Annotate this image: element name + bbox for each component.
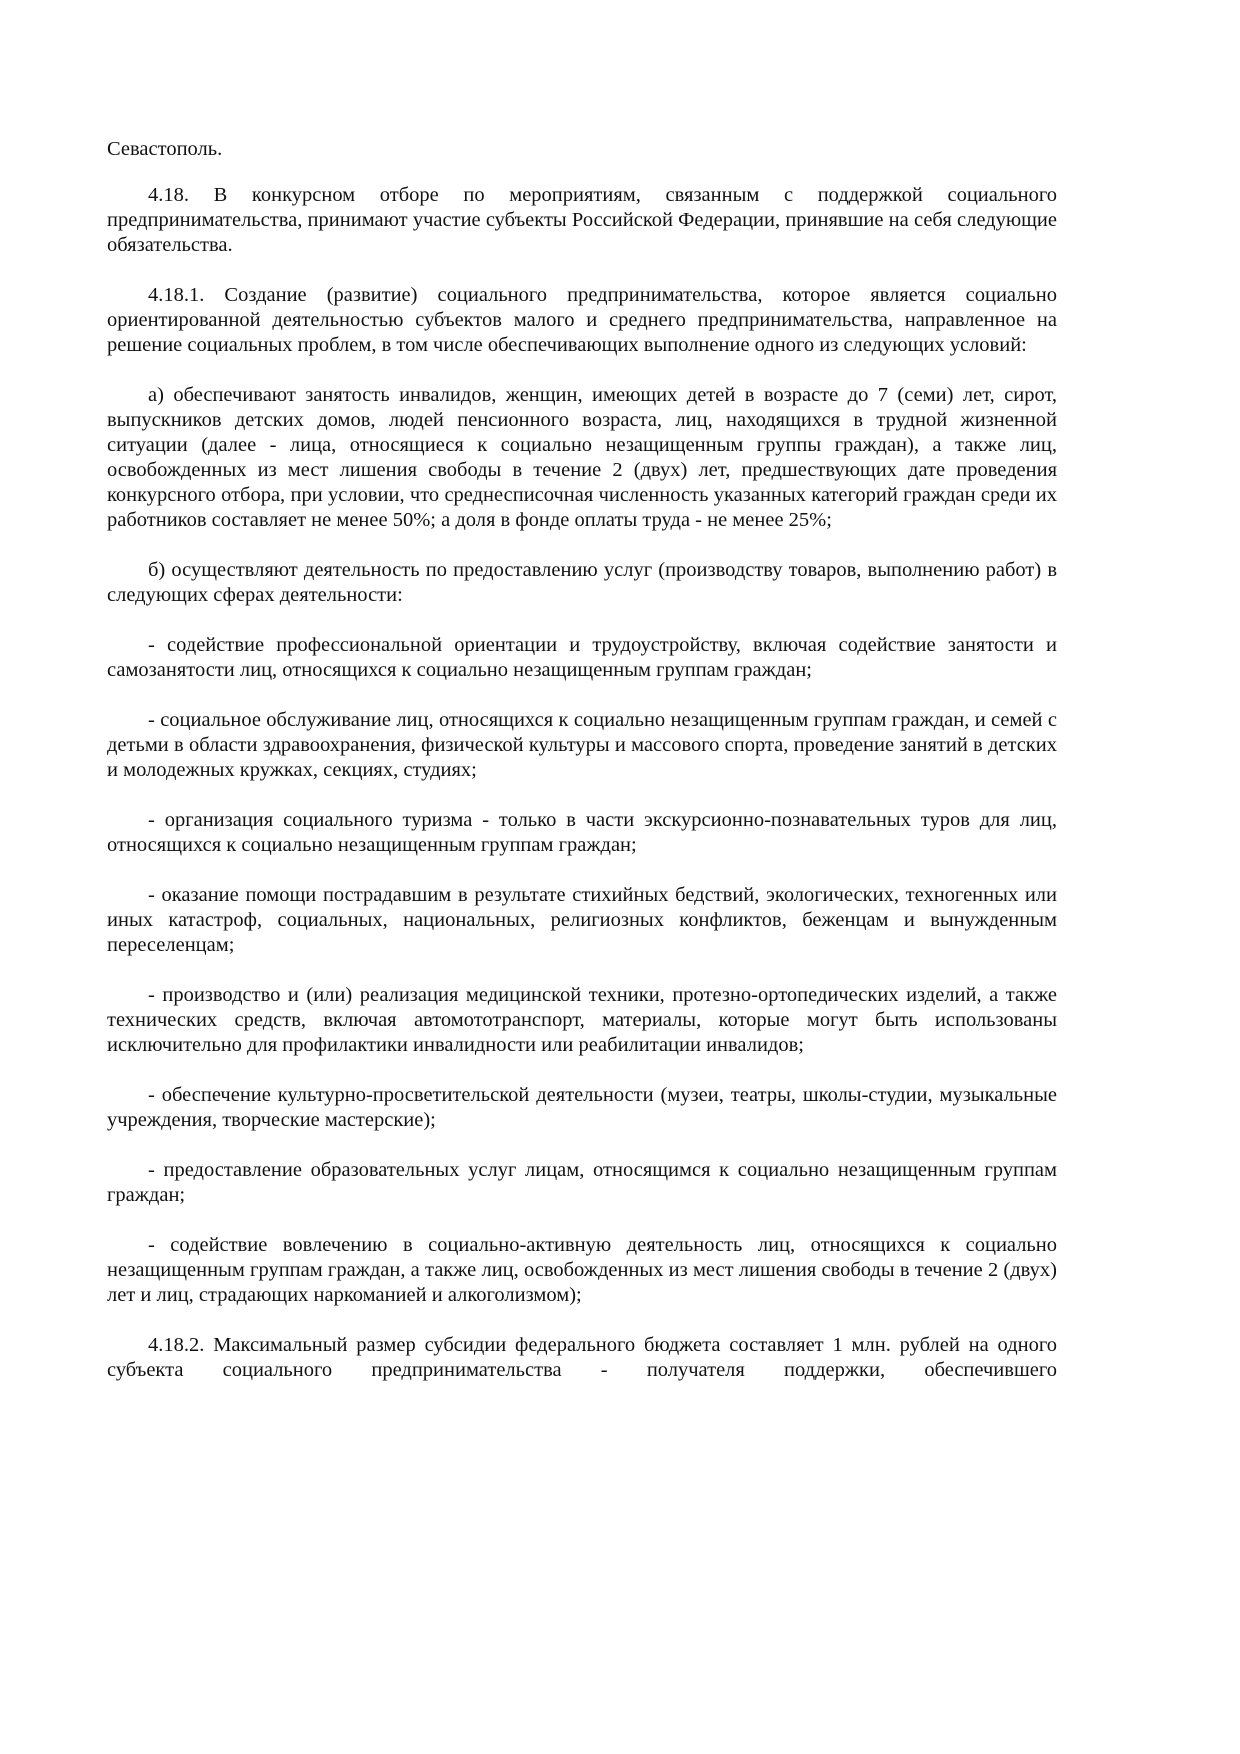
list-item: - социальное обслуживание лиц, относящихся к социально незащищенным группам граждан, и семей с детьми в области здравоохранения, физической культуры и массового спорта, проведение занятий в детских и молодежных кружках, секциях, студиях; — [107, 709, 1057, 781]
paragraph-item-a: а) обеспечивают занятость инвалидов, женщин, имеющих детей в возрасте до 7 (семи) лет, сирот, выпускников детских домов, людей пенсионного возраста, лиц, находящихся в трудной жизненной ситуации (далее - лица, относящиеся к социально незащищенным группы граждан), а также лиц, освобожденных из мест лишения свободы в течение 2 (двух) лет, предшествующих дате проведения конкурсного отбора, при условии, что среднесписочная численность указанных категорий граждан среди их работников составляет не менее 50%; а доля в фонде оплаты труда - не менее 25%; — [107, 384, 1057, 531]
list-item: - предоставление образовательных услуг лицам, относящимся к социально незащищенным группам граждан; — [107, 1159, 1057, 1206]
list-item: - организация социального туризма - только в части экскурсионно-познавательных туров для лиц, относящихся к социально незащищенным группам граждан; — [107, 809, 1057, 856]
list-item: - содействие профессиональной ориентации и трудоустройству, включая содействие занятости и самозанятости лиц, относящихся к социально незащищенным группам граждан; — [107, 634, 1057, 681]
document-page — [107, 137, 1057, 1408]
list-item: - обеспечение культурно-просветительской деятельности (музеи, театры, школы-студии, музыкальные учреждения, творческие мастерские); — [107, 1084, 1057, 1131]
list-item: - содействие вовлечению в социально-активную деятельность лиц, относящихся к социально незащищенным группам граждан, а также лиц, освобожденных из мест лишения свободы в течение 2 (двух) лет и лиц, страдающих наркоманией и алкоголизмом); — [107, 1234, 1057, 1306]
paragraph-4-18-1: 4.18.1. Создание (развитие) социального предпринимательства, которое является социально ориентированной деятельностью субъектов малого и среднего предпринимательства, направленное на решение социальных проблем, в том числе обеспечивающих выполнение одного из следующих условий: — [107, 284, 1057, 356]
paragraph-city-continuation: Севастополь. — [107, 138, 223, 160]
list-item: - оказание помощи пострадавшим в результате стихийных бедствий, экологических, техногенных или иных катастроф, социальных, национальных, религиозных конфликтов, беженцам и вынужденным переселенцам; — [107, 884, 1057, 956]
paragraph-item-b: б) осуществляют деятельность по предоставлению услуг (производству товаров, выполнению работ) в следующих сферах деятельности: — [107, 559, 1057, 606]
paragraph-4-18: 4.18. В конкурсном отборе по мероприятиям, связанным с поддержкой социального предпринимательства, принимают участие субъекты Российской Федерации, принявшие на себя следующие обязательства. — [107, 184, 1057, 256]
paragraph-4-18-2: 4.18.2. Максимальный размер субсидии федерального бюджета составляет 1 млн. рублей на одного субъекта социального предпринимательства - получателя поддержки, обеспечившего — [107, 1334, 1057, 1381]
list-item: - производство и (или) реализация медицинской техники, протезно-ортопедических изделий, а также технических средств, включая автомототранспорт, материалы, которые могут быть использованы исключительно для профилактики инвалидности или реабилитации инвалидов; — [107, 984, 1057, 1056]
